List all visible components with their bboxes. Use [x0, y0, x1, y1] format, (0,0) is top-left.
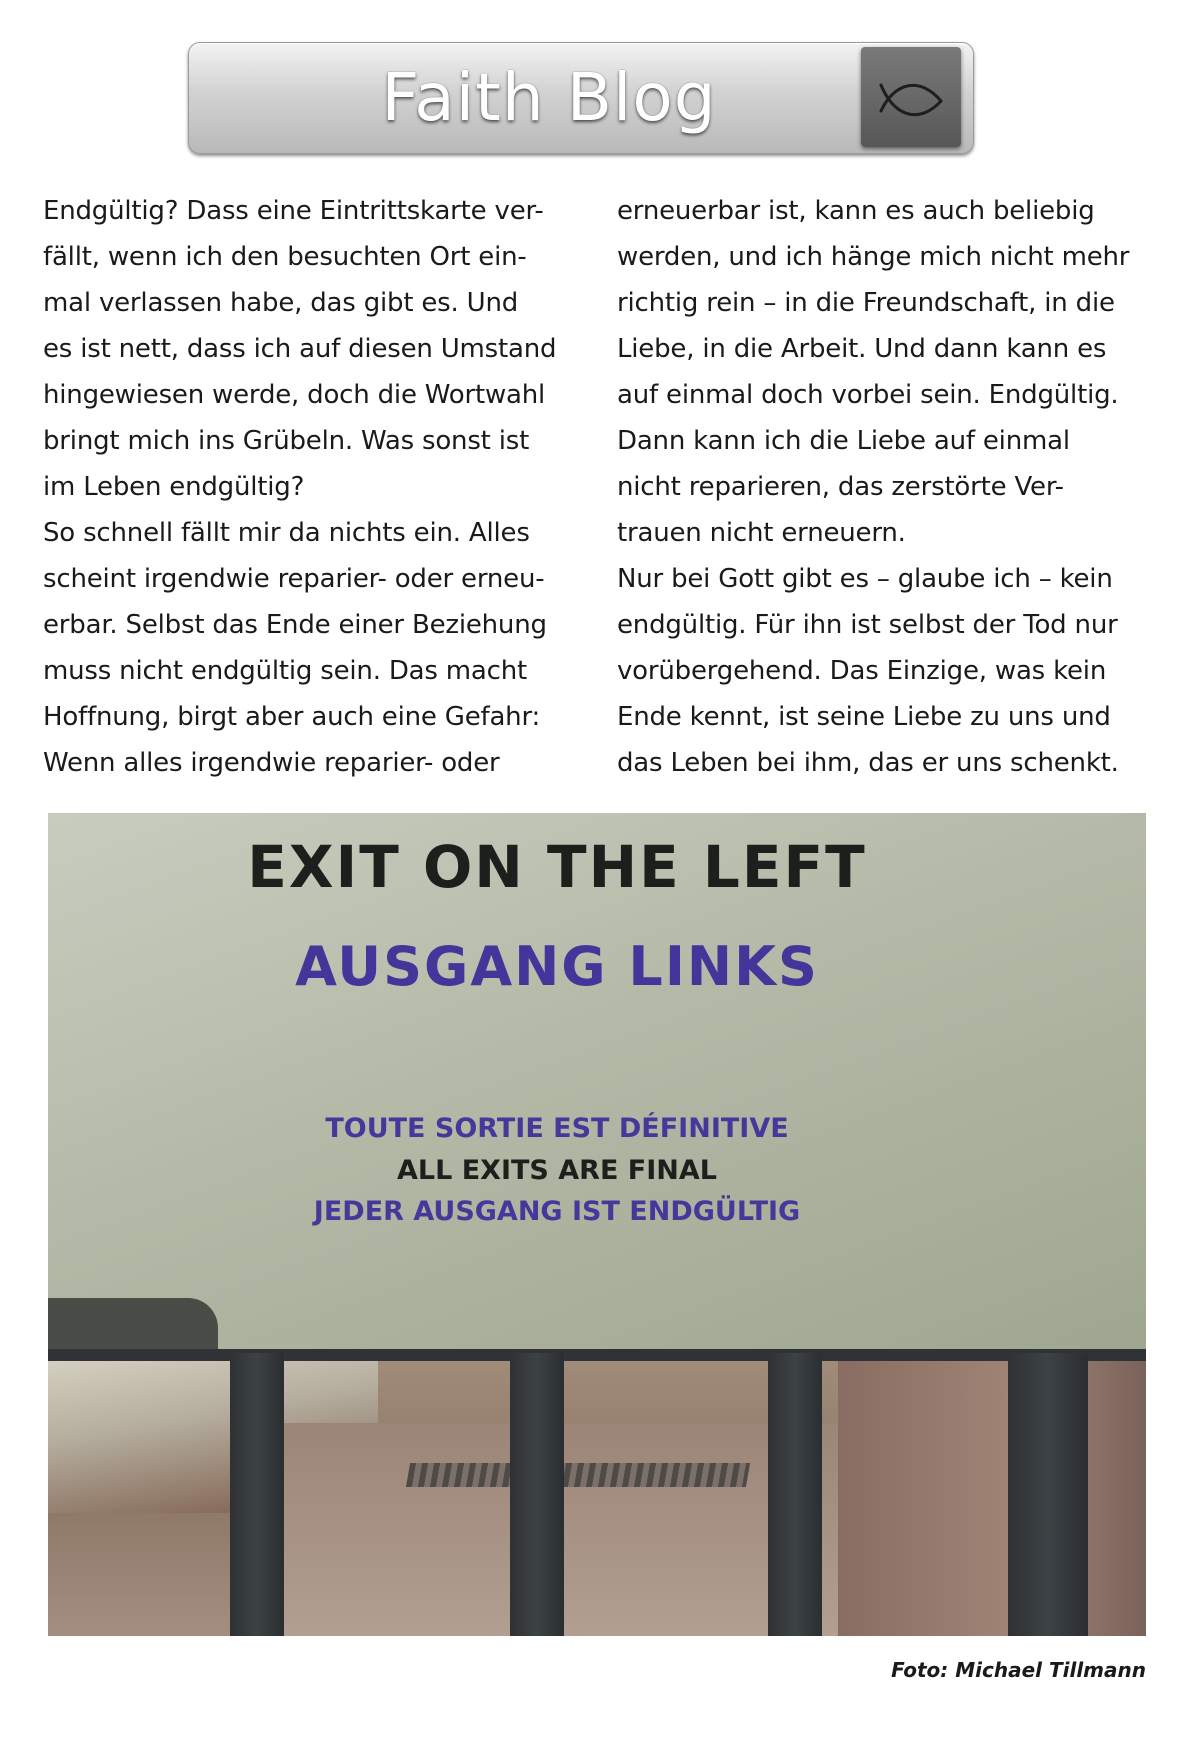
gate-bar [230, 1353, 284, 1636]
text-line: erbar. Selbst das Ende einer Beziehung [43, 610, 547, 640]
drain-grate [406, 1463, 750, 1487]
text-line: erneuerbar ist, kann es auch beliebig [617, 196, 1095, 226]
text-line: Dann kann ich die Liebe auf einmal [617, 426, 1070, 456]
gate-bar [768, 1353, 822, 1636]
text-line: im Leben endgültig? [43, 472, 305, 502]
text-line: richtig rein – in die Freundschaft, in die [617, 288, 1115, 318]
text-line: nicht reparieren, das zerstörte Ver- [617, 472, 1064, 502]
courtyard-scene [48, 1353, 1146, 1636]
brick-wall-right [838, 1353, 1146, 1636]
text-line: Wenn alles irgendwie reparier- oder [43, 748, 500, 778]
text-line: Liebe, in die Arbeit. Und dann kann es [617, 334, 1107, 364]
gate-frame [48, 1349, 1146, 1361]
text-line: auf einmal doch vorbei sein. Endgültig. [617, 380, 1119, 410]
text-line: Nur bei Gott gibt es – glaube ich – kein [617, 564, 1113, 594]
sign-line-exit-left: EXIT ON THE LEFT [247, 833, 867, 901]
text-line: Hoffnung, birgt aber auch eine Gefahr: [43, 702, 541, 732]
text-line: es ist nett, dass ich auf diesen Umstand [43, 334, 557, 364]
text-line: Ende kennt, ist seine Liebe zu uns und [617, 702, 1111, 732]
text-line: endgültig. Für ihn ist selbst der Tod nur [617, 610, 1118, 640]
article-right-column [617, 188, 1177, 786]
exit-sign-photo [48, 813, 1146, 1636]
gate-bar [510, 1353, 564, 1636]
fish-icon-box [861, 47, 961, 147]
text-line: das Leben bei ihm, das er uns schenkt. [617, 748, 1119, 778]
gate-bar [1008, 1353, 1088, 1636]
text-line: trauen nicht erneuern. [617, 518, 906, 548]
article-left-column [43, 188, 593, 786]
ichthys-fish-icon [877, 71, 945, 123]
text-line: scheint irgendwie reparier- oder erneu- [43, 564, 545, 594]
text-line: fällt, wenn ich den besuchten Ort ein- [43, 242, 527, 272]
text-line: Endgültig? Dass eine Eintrittskarte ver- [43, 196, 544, 226]
header-banner [188, 42, 974, 154]
text-line: hingewiesen werde, doch die Wortwahl [43, 380, 546, 410]
sign-line-german: JEDER AUSGANG IST ENDGÜLTIG [313, 1196, 801, 1227]
sign-line-french: TOUTE SORTIE EST DÉFINITIVE [325, 1113, 789, 1144]
text-line: vorübergehend. Das Einzige, was kein [617, 656, 1107, 686]
text-line: bringt mich ins Grübeln. Was sonst ist [43, 426, 530, 456]
text-line: muss nicht endgültig sein. Das macht [43, 656, 528, 686]
text-line: So schnell fällt mir da nichts ein. Alles [43, 518, 530, 548]
sign-panel [48, 813, 1146, 1368]
sign-line-english: ALL EXITS ARE FINAL [397, 1155, 717, 1186]
photo-credit: Foto: Michael Tillmann [891, 1658, 1146, 1682]
text-line: werden, und ich hänge mich nicht mehr [617, 242, 1130, 272]
sign-line-ausgang-links: AUSGANG LINKS [295, 935, 819, 998]
text-line: mal verlassen habe, das gibt es. Und [43, 288, 519, 318]
blog-title: Faith Blog [381, 59, 717, 136]
